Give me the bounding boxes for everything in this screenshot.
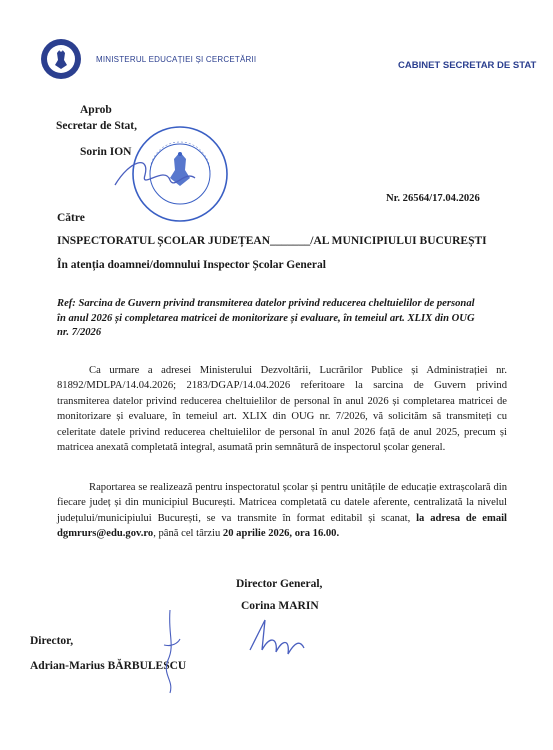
government-seal-logo <box>40 38 82 80</box>
approval-label: Aprob <box>80 104 112 116</box>
recipient-label: Către <box>57 212 85 224</box>
email-address: la adresa de email dgmrurs@edu.gov.ro <box>57 512 508 540</box>
reference-line-2: în anul 2026 și completarea matricei de monitorizare și evaluare, în temeiul art. XLIX din OUG <box>57 312 475 324</box>
ministry-header: MINISTERUL EDUCAȚIEI ȘI CERCETĂRII <box>96 55 257 64</box>
reference-line-3: nr. 7/2026 <box>57 327 102 339</box>
recipient-institution: INSPECTORATUL ȘCOLAR JUDEȚEAN_______/AL MUNICIPIULUI BUCUREȘTI <box>57 235 487 247</box>
reference-block <box>57 297 517 341</box>
director-title: Director, <box>30 635 74 647</box>
director-signature <box>150 605 190 695</box>
approval-role: Secretar de Stat, <box>56 120 138 132</box>
director-general-signature <box>240 610 310 660</box>
director-general-name: Corina MARIN <box>241 600 319 612</box>
cabinet-header: CABINET SECRETAR DE STAT <box>398 60 537 71</box>
recipient-attention: În atenția doamnei/domnului Inspector Școlar General <box>57 259 326 271</box>
director-name: Adrian-Marius BĂRBULESCU <box>30 660 187 672</box>
approval-name: Sorin ION <box>80 146 132 158</box>
body-paragraph-2-text: Raportarea se realizează pentru inspectoratul școlar și pentru unitățile de educație extrașcolară din fiecare județ și din municipiul București. Matricea completată cu datele aferente, centralizată la nivelul județului/municipiului București, se va transmite în format editabil și scanat, <box>57 482 507 524</box>
director-general-title: Director General, <box>236 578 323 590</box>
body-paragraph-2-deadline-text: , până cel târziu <box>153 528 221 540</box>
deadline: 20 aprilie 2026, ora 16.00. <box>222 528 340 540</box>
state-secretary-signature <box>110 150 200 200</box>
reference-line-1: Ref: Sarcina de Guvern privind transmiterea datelor privind reducerea cheltuielilor de personal <box>57 298 475 309</box>
body-paragraph-2 <box>57 480 507 542</box>
body-paragraph-1: Ca urmare a adresei Ministerului Dezvoltării, Lucrărilor Publice și Administrației nr. 81892/MDLPA/14.04.2026; 2183/DGAP/14.04.2026 referitoare la sarcina de Guvern privind transmiterea datelor privind reducerea cheltuielilor de personal în anul 2026 și completarea matricei de monitorizare și evaluare, în temeiul art. XLIX din OUG nr. 7/2026, vă solicităm să transmiteți cu celeritate datele privind reducerea cheltuielilor de personal în anul 2026 față de anul 2025, precum și matricea anexată completată integral, asumată prin semnătură de inspectorul școlar general. <box>57 365 507 454</box>
document-number: Nr. 26564/17.04.2026 <box>386 193 480 204</box>
